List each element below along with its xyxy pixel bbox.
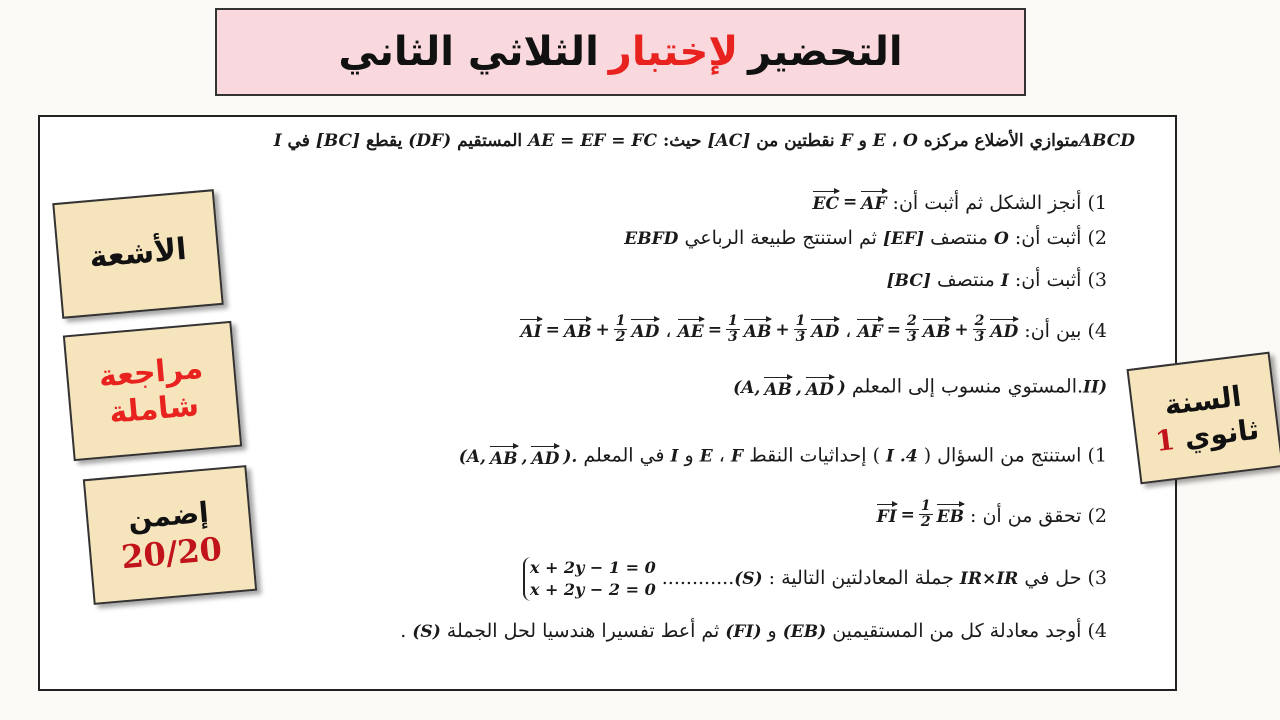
- math-operator: ,: [521, 446, 528, 467]
- math-symbol: I: [670, 446, 679, 467]
- math-expression: [459, 444, 578, 469]
- year-line-2: ثانوي: [1182, 412, 1261, 455]
- fraction-denominator: 2: [615, 329, 626, 345]
- math-operator: ): [837, 377, 846, 398]
- math-symbol: I: [273, 131, 282, 151]
- topic-sticker: [52, 189, 223, 319]
- line-text: ،: [659, 320, 678, 342]
- exercise-line: [877, 499, 1107, 530]
- math-symbol: E: [872, 131, 886, 151]
- math-symbol: ABCD: [1078, 131, 1135, 151]
- math-symbol: I: [1000, 271, 1009, 291]
- line-text: نقطتين من: [750, 131, 841, 151]
- year-line-1: السنة: [1162, 379, 1244, 422]
- exercise-line: [459, 444, 1107, 469]
- line-text: 2) تحقق من أن :: [964, 505, 1107, 527]
- fraction-numerator: 1: [728, 313, 738, 329]
- equation-system: [523, 557, 656, 601]
- line-text: و: [678, 444, 700, 467]
- math-symbol: IR×IR: [959, 569, 1019, 589]
- fraction: [905, 314, 919, 345]
- line-text: في المعلم: [577, 444, 671, 467]
- vector: FI: [877, 502, 897, 527]
- fraction-denominator: 3: [728, 329, 738, 345]
- fraction-denominator: 2: [920, 514, 931, 530]
- math-operator: =: [843, 191, 858, 212]
- vector: EB: [937, 502, 964, 527]
- line-text: 4) أوجد معادلة كل من المستقيمين: [826, 620, 1107, 642]
- line-text: متوازي الأضلاع مركزه: [917, 131, 1079, 151]
- math-operator: +: [775, 319, 790, 340]
- fraction-denominator: 3: [907, 329, 917, 345]
- line-text: حيث:: [657, 131, 708, 151]
- math-expression: [857, 314, 1018, 345]
- fraction-denominator: 3: [795, 329, 806, 345]
- fraction-numerator: 1: [920, 498, 931, 514]
- math-symbol: (EB): [782, 622, 827, 642]
- exercise-line: [520, 314, 1107, 345]
- line-text: و: [761, 620, 783, 642]
- title-banner: [215, 8, 1026, 96]
- math-operator: +: [954, 319, 969, 340]
- math-symbol: (FI): [725, 622, 762, 642]
- line-text: ،: [839, 320, 858, 342]
- fraction-numerator: 2: [907, 313, 917, 329]
- line-text: ثم استنتج طبيعة الرباعي: [678, 227, 883, 249]
- vector: AB: [744, 317, 772, 342]
- line-text: 3) حل في: [1018, 567, 1107, 589]
- vector: AB: [764, 375, 792, 400]
- math-symbol: [EF]: [882, 229, 925, 249]
- math-expression: [813, 189, 887, 214]
- math-operator: (A,: [733, 377, 761, 398]
- topic-label: الأشعة: [87, 232, 188, 276]
- exercise-line: [400, 620, 1107, 642]
- line-text: 2) أثبت أن:: [1008, 227, 1107, 249]
- math-operator: =: [707, 319, 723, 340]
- math-expression: [733, 375, 846, 400]
- title-part-1: التحضير: [748, 29, 903, 75]
- fraction: [726, 314, 740, 345]
- line-text: ،: [885, 131, 903, 151]
- math-symbol: (DF): [408, 131, 452, 151]
- math-expression: [678, 314, 840, 345]
- vector: AF: [857, 317, 882, 342]
- exercise-line: [274, 131, 1135, 151]
- exercise-line: [523, 557, 1107, 601]
- math-symbol: I .4: [886, 446, 918, 467]
- review-line-2: شاملة: [107, 388, 201, 431]
- math-symbol: [AC]: [707, 131, 751, 151]
- fraction-numerator: 2: [974, 313, 985, 329]
- title-part-2: لإختبار: [608, 29, 739, 75]
- fraction: [614, 314, 628, 345]
- math-symbol: O: [993, 229, 1009, 249]
- vector: EC: [813, 189, 840, 214]
- math-operator: +: [595, 319, 610, 340]
- line-text: 3) أثبت أن:: [1008, 269, 1107, 291]
- exercise-line: [813, 189, 1108, 214]
- line-text: 1) أنجز الشكل ثم أثبت أن:: [886, 192, 1107, 214]
- vector: AE: [678, 317, 704, 342]
- line-text: منتصف: [930, 269, 1001, 291]
- math-operator: ,: [795, 377, 802, 398]
- exercise-line: [733, 375, 1107, 400]
- math-symbol: F: [840, 131, 853, 151]
- vector: AB: [490, 444, 518, 469]
- vector: AB: [923, 317, 951, 342]
- line-text: جملة المعادلتين التالية :: [762, 567, 960, 589]
- year-sticker: [1126, 352, 1280, 485]
- line-text: .المستوي منسوب إلى المعلم: [845, 375, 1084, 398]
- title-part-3: الثلاثي الثاني: [338, 29, 599, 75]
- review-sticker: [63, 321, 242, 461]
- line-text: المستقيم: [451, 131, 529, 151]
- vector: AD: [811, 317, 839, 342]
- line-text: ثم أعط تفسيرا هندسيا لحل الجملة: [440, 620, 726, 642]
- math-symbol: [BC]: [315, 131, 361, 151]
- math-expression: [520, 314, 659, 345]
- fraction: [919, 499, 933, 530]
- line-text: في: [281, 131, 316, 151]
- math-operator: =: [545, 319, 560, 340]
- year-number: 1: [1153, 422, 1177, 459]
- vector: AF: [861, 189, 886, 214]
- guarantee-sticker: [83, 465, 257, 605]
- math-operator: =: [900, 504, 915, 525]
- math-operator: ).: [563, 446, 578, 467]
- math-symbol: (S): [734, 569, 763, 589]
- vector: AD: [531, 444, 559, 469]
- review-line-1: مراجعة: [97, 350, 205, 395]
- line-text: 1) استنتج من السؤال (: [917, 444, 1107, 467]
- math-symbol: EBFD: [624, 229, 679, 249]
- fraction-numerator: 1: [615, 313, 626, 329]
- line-text: يقطع: [360, 131, 409, 151]
- line-text: ،: [712, 444, 731, 467]
- math-symbol: E: [699, 446, 713, 467]
- vector: AD: [990, 317, 1018, 342]
- vector: AB: [564, 317, 592, 342]
- fraction-denominator: 3: [974, 329, 985, 345]
- math-symbol: (S): [412, 622, 441, 642]
- line-text: ............: [655, 567, 735, 589]
- line-text: و: [852, 131, 873, 151]
- math-operator: (A,: [458, 446, 486, 467]
- math-symbol: AE = EF = FC: [528, 131, 658, 151]
- guarantee-score: 20/20: [119, 529, 224, 576]
- fraction: [794, 314, 808, 345]
- math-operator: =: [886, 319, 901, 340]
- line-text: 4) بين أن:: [1018, 320, 1107, 342]
- math-symbol: F: [730, 446, 744, 467]
- vector: AI: [520, 317, 541, 342]
- exercise-line: [624, 227, 1107, 249]
- fraction: [973, 314, 987, 345]
- line-text: ) إحداثيات النقط: [743, 444, 887, 467]
- equation: x + 2y − 2 = 0: [529, 580, 656, 599]
- exercise-line: [887, 269, 1107, 291]
- math-symbol: [BC]: [886, 271, 931, 291]
- guarantee-line-1: إضمن: [126, 495, 210, 536]
- math-expression: [877, 499, 964, 530]
- fraction-numerator: 1: [795, 313, 806, 329]
- equation: x + 2y − 1 = 0: [529, 558, 656, 577]
- vector: AD: [631, 317, 659, 342]
- vector: AD: [806, 375, 834, 400]
- line-text: منتصف: [924, 227, 994, 249]
- math-symbol: O: [903, 131, 918, 151]
- line-text: .: [400, 620, 413, 642]
- math-symbol: II): [1083, 377, 1107, 398]
